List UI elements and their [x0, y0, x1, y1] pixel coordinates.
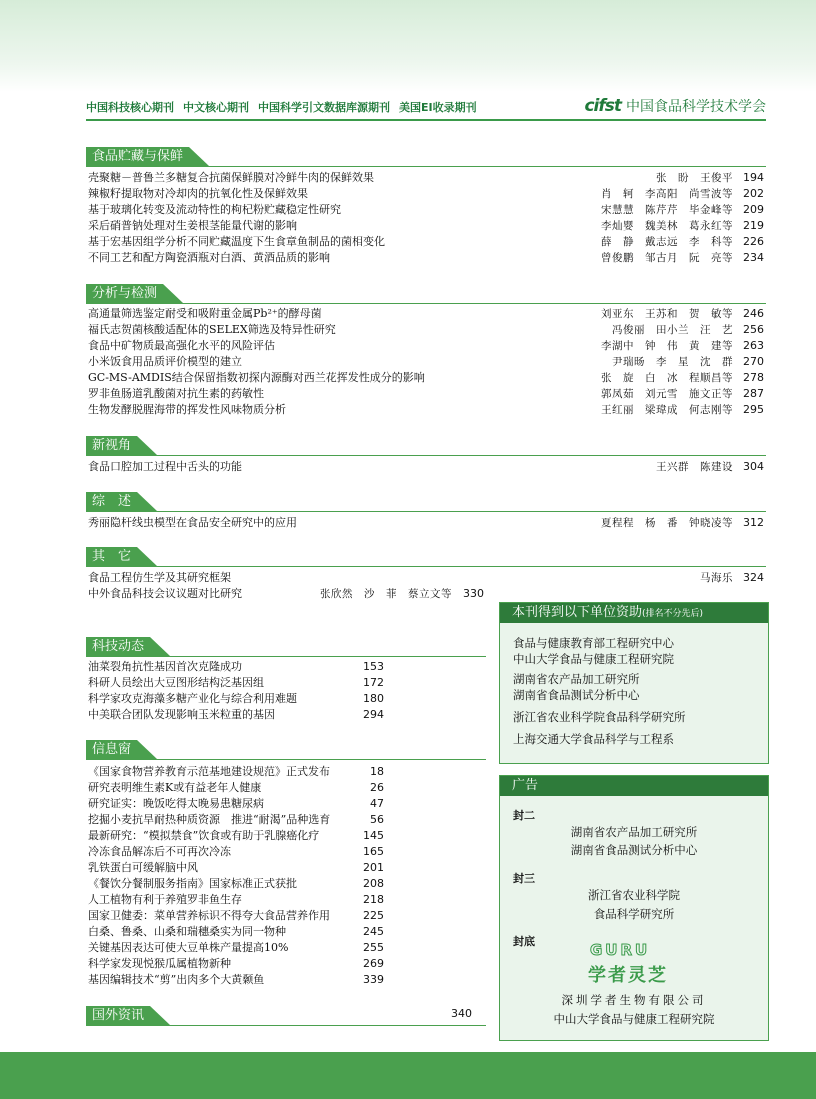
ad-back-cover-label: 封底 [513, 935, 535, 948]
section-header-storage [86, 146, 189, 166]
entry-authors: 张欣然 沙 菲 蔡立文等 [320, 588, 452, 600]
entry-authors: 刘亚东 王苏和 贺 敏等 [601, 308, 733, 320]
toc-entry [88, 250, 768, 266]
entry-title: 关键基因表达可使大豆单株产量提高10% [88, 941, 289, 954]
section-title: 国外资讯 [86, 1006, 150, 1025]
entry-title: 科学家攻克海藻多糖产业化与综合利用难题 [88, 692, 297, 705]
entry-title: 中美联合团队发现影响玉米粒重的基因 [88, 708, 275, 721]
page-number: 256 [743, 323, 764, 336]
ad-back-cover-line: 中山大学食品与健康工程研究院 [553, 1012, 715, 1026]
entry-title: 食品工程仿生学及其研究框架 [88, 571, 231, 584]
funding-item: 中山大学食品与健康工程研究院 [513, 652, 674, 666]
entry-title: 《餐饮分餐制服务指南》国家标准正式获批 [88, 877, 297, 890]
entry-title: 基于玻璃化转变及流动特性的枸杞粉贮藏稳定性研究 [88, 203, 341, 216]
entry-title: 研究表明维生素K或有益老年人健康 [88, 781, 262, 794]
entry-authors: 夏程程 杨 番 钟晓凌等 [601, 517, 733, 529]
entry-title: 壳聚糖－普鲁兰多糖复合抗菌保鲜膜对冷鲜牛肉的保鲜效果 [88, 171, 374, 184]
funding-item: 上海交通大学食品科学与工程系 [513, 732, 674, 746]
toc-entry [88, 322, 768, 338]
toc-entry [88, 218, 768, 234]
entry-authors: 宋慧慧 陈芹芹 毕金峰等 [601, 204, 733, 216]
section-title: 科技动态 [86, 637, 150, 656]
entry-authors: 王红丽 梁瑋成 何志刚等 [601, 404, 733, 416]
entry-title: 食品中矿物质最高强化水平的风险评估 [88, 339, 275, 352]
section-header-review [86, 491, 137, 511]
entry-title: 国家卫健委：菜单营养标识不得夸大食品营养作用 [88, 909, 330, 922]
ad-inside-front-label: 封二 [513, 809, 535, 822]
page-number: 218 [363, 893, 384, 906]
page-number: 208 [363, 877, 384, 890]
funding-item: 湖南省农产品加工研究所 [513, 672, 640, 686]
journal-index-1: 中国科技核心期刊 [86, 101, 174, 114]
entry-title: 食品口腔加工过程中舌头的功能 [88, 460, 242, 473]
toc-entry [88, 338, 768, 354]
toc-entry [88, 234, 768, 250]
entry-title: 高通量筛选鉴定耐受和吸附重金属Pb²⁺的酵母菌 [88, 307, 322, 320]
advertisement-box [499, 775, 769, 1041]
page-number: 194 [743, 171, 764, 184]
page-number: 226 [743, 235, 764, 248]
journal-index-3: 中国科学引文数据库源期刊 [258, 101, 390, 114]
page-number: 56 [370, 813, 384, 826]
page-number: 202 [743, 187, 764, 200]
section-title: 分析与检测 [86, 284, 163, 303]
page-number: 270 [743, 355, 764, 368]
toc-entry [88, 586, 768, 602]
ad-inside-back-line: 食品科学研究所 [593, 907, 675, 921]
entry-title: 生物发酵脱腥海带的挥发性风味物质分析 [88, 403, 286, 416]
funding-item: 食品与健康教育部工程研究中心 [513, 636, 674, 650]
entry-authors: 郭凤茹 刘元雪 施文正等 [601, 388, 733, 400]
entry-title: 不同工艺和配方陶瓷酒瓶对白酒、黄酒品质的影响 [88, 251, 330, 264]
page-number: 234 [743, 251, 764, 264]
entry-title: 《国家食物营养教育示范基地建设规范》正式发布 [88, 765, 330, 778]
section-title: 信息窗 [86, 740, 137, 759]
entry-title: 基因编辑技术“剪”出肉多个大黄颡鱼 [88, 973, 265, 986]
entry-title: 冷冻食品解冻后不可再次冷冻 [88, 845, 231, 858]
entry-authors: 曾俊鹏 邹古月 阮 亮等 [601, 252, 733, 264]
toc-entry [88, 186, 768, 202]
section-title: 新视角 [86, 436, 137, 455]
entry-title: 基于宏基因组学分析不同贮藏温度下生食章鱼制品的菌相变化 [88, 235, 385, 248]
ad-inside-back-label: 封三 [513, 872, 535, 885]
funding-note: (排名不分先后) [642, 609, 704, 619]
section-title: 食品贮藏与保鲜 [86, 147, 189, 166]
page-number: 245 [363, 925, 384, 938]
top-band [0, 0, 816, 92]
section-header-analysis [86, 283, 163, 303]
toc-entry [88, 170, 768, 186]
entry-title: 小米饭食用品质评价模型的建立 [88, 355, 242, 368]
page-number: 172 [363, 676, 384, 689]
entry-authors: 李灿婴 魏美林 葛永红等 [601, 220, 733, 232]
page-number: 26 [370, 781, 384, 794]
funding-title [500, 603, 768, 623]
page-number: 339 [363, 973, 384, 986]
entry-authors: 张 旋 白 冰 程顺昌等 [601, 372, 733, 384]
journal-header [86, 96, 766, 118]
advertisement-title: 广告 [500, 776, 768, 796]
section-header-tech-news [86, 636, 150, 656]
page-number: 246 [743, 307, 764, 320]
entry-title: 乳铁蛋白可缓解脑中风 [88, 861, 198, 874]
toc-entry [88, 202, 768, 218]
page-number: 225 [363, 909, 384, 922]
entry-title: 科学家发现悦猴瓜属植物新种 [88, 957, 231, 970]
page-number: 180 [363, 692, 384, 705]
entry-authors: 张 盼 王俊平 [656, 172, 733, 184]
page-number: 294 [363, 708, 384, 721]
page-number: 255 [363, 941, 384, 954]
entry-authors: 冯俊丽 田小兰 汪 艺 [612, 324, 733, 336]
entry-authors: 肖 轲 李高阳 尚雪波等 [601, 188, 733, 200]
toc-entry [88, 386, 768, 402]
entry-title: 研究证实：晚饭吃得太晚易患糖尿病 [88, 797, 264, 810]
entry-title: 罗非鱼肠道乳酸菌对抗生素的药敏性 [88, 387, 264, 400]
page-number: 47 [370, 797, 384, 810]
entry-title: 白桑、鲁桑、山桑和瑞穗桑实为同一物种 [88, 925, 286, 938]
section-header-foreign-news [86, 1005, 150, 1025]
page-number: 324 [743, 571, 764, 584]
entry-title: 油菜裂角抗性基因首次克隆成功 [88, 660, 242, 673]
entry-title: 人工植物有利于养殖罗非鱼生存 [88, 893, 242, 906]
entry-authors: 薛 静 戴志远 李 科等 [601, 236, 733, 248]
ad-inside-back-line: 浙江省农业科学院 [588, 888, 680, 902]
page-number: 145 [363, 829, 384, 842]
page-number: 287 [743, 387, 764, 400]
entry-title: 中外食品科技会议议题对比研究 [88, 587, 242, 600]
section-header-others [86, 546, 137, 566]
page-number: 340 [451, 1007, 472, 1020]
cifst-logo [584, 96, 766, 116]
page-number: 263 [743, 339, 764, 352]
bottom-band [0, 1052, 816, 1099]
funding-item: 湖南省食品测试分析中心 [513, 688, 640, 702]
section-title: 综 述 [86, 492, 137, 511]
page-number: 165 [363, 845, 384, 858]
entry-title: 挖掘小麦抗旱耐热种质资源 推进“耐渴”品种选育 [88, 813, 331, 826]
funding-list [500, 623, 768, 763]
toc-entry [88, 570, 768, 586]
page-number: 330 [463, 587, 484, 600]
entry-title: 福氏志贺菌核酸适配体的SELEX筛选及特异性研究 [88, 323, 336, 336]
funding-box [499, 602, 769, 764]
page-number: 201 [363, 861, 384, 874]
header-divider [86, 119, 766, 121]
entry-title: GC-MS-AMDIS结合保留指数初探内源酶对西兰花挥发性成分的影响 [88, 371, 425, 384]
ad-inside-front-line: 湖南省农产品加工研究所 [570, 825, 698, 839]
cifst-logo-mark: cifst [584, 96, 621, 116]
page-number: 304 [743, 460, 764, 473]
journal-index-list [86, 99, 486, 115]
page-number: 269 [363, 957, 384, 970]
toc-entry [88, 515, 768, 531]
journal-index-2: 中文核心期刊 [183, 101, 249, 114]
guru-brand-name: 学者灵芝 [588, 965, 668, 986]
page-number: 209 [743, 203, 764, 216]
page-number: 219 [743, 219, 764, 232]
toc-entry [88, 459, 768, 475]
entry-authors: 尹瑞旸 李 星 沈 群 [612, 356, 733, 368]
entry-title: 辣椒籽提取物对冷却肉的抗氧化性及保鲜效果 [88, 187, 308, 200]
section-title: 其 它 [86, 547, 137, 566]
society-name: 中国食品科学技术学会 [626, 99, 766, 115]
page-number: 18 [370, 765, 384, 778]
ad-back-cover-line: 深圳学者生物有限公司 [561, 993, 707, 1007]
entry-title: 秀丽隐杆线虫模型在食品安全研究中的应用 [88, 516, 297, 529]
toc-entry [88, 354, 768, 370]
entry-authors: 李湖中 钟 伟 黄 建等 [601, 340, 733, 352]
toc-entry [88, 402, 768, 418]
section-header-info-window [86, 739, 137, 759]
section-header-new-perspective [86, 435, 137, 455]
guru-logo: GURU [590, 941, 651, 959]
entry-title: 最新研究：“模拟禁食”饮食或有助于乳腺癌化疗 [88, 829, 320, 842]
entry-authors: 马海乐 [700, 572, 733, 584]
page-number: 153 [363, 660, 384, 673]
entry-authors: 王兴群 陈建设 [656, 461, 733, 473]
page-number: 278 [743, 371, 764, 384]
ad-inside-front-line: 湖南省食品测试分析中心 [570, 843, 698, 857]
toc-entry [88, 306, 768, 322]
page-number: 312 [743, 516, 764, 529]
page-number: 295 [743, 403, 764, 416]
funding-title-text: 本刊得到以下单位资助 [512, 605, 643, 620]
entry-title: 科研人员绘出大豆图形结构泛基因组 [88, 676, 264, 689]
funding-item: 浙江省农业科学院食品科学研究所 [513, 710, 686, 724]
toc-entry [88, 370, 768, 386]
entry-title: 采后硝普钠处理对生姜根茎能量代谢的影响 [88, 219, 297, 232]
journal-index-4: 美国EI收录期刊 [399, 101, 477, 114]
